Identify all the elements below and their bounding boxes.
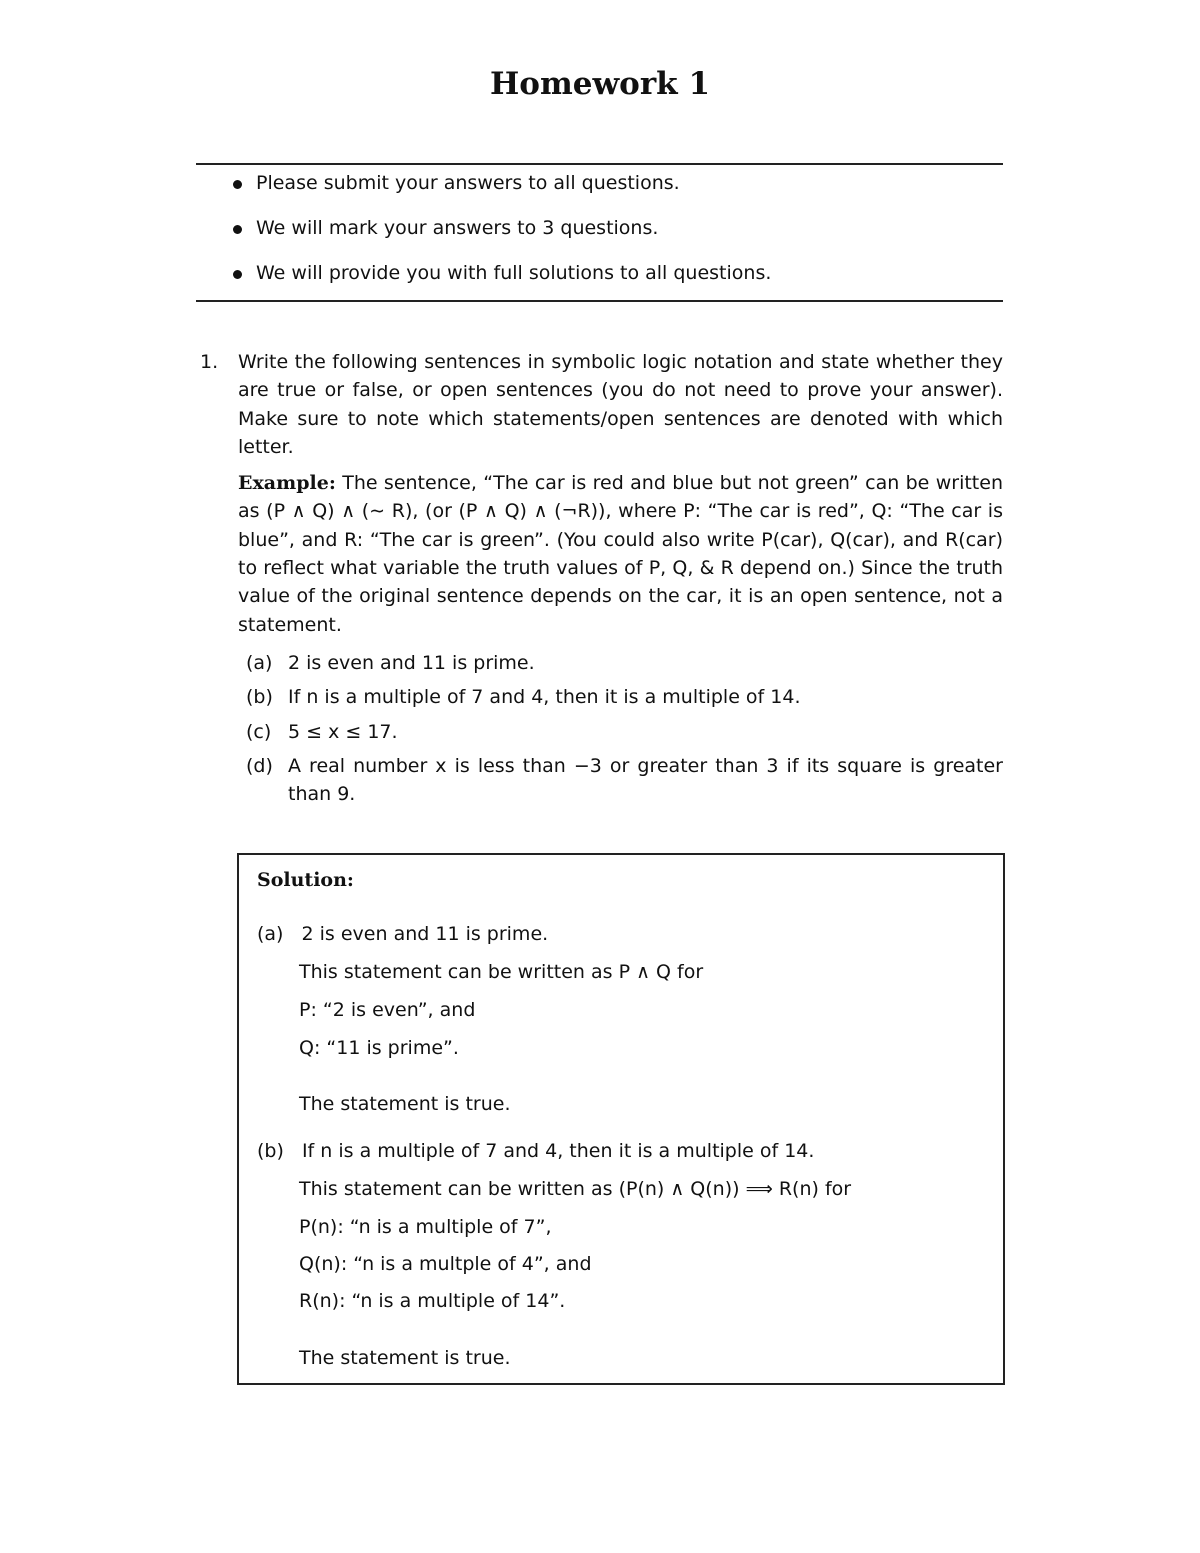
part-label: (b) xyxy=(246,686,273,709)
solution-form: This statement can be written as (P(n) ∧ Q(n)) ⟹ R(n) for xyxy=(299,1178,852,1200)
part-label: (b) xyxy=(257,1140,284,1162)
part-text: 5 ≤ x ≤ 17. xyxy=(288,720,398,743)
bullet-icon xyxy=(233,225,242,234)
solution-form: This statement can be written as P ∧ Q for xyxy=(299,961,704,983)
instruction-text: We will mark your answers to 3 questions. xyxy=(256,217,659,239)
instructions-list xyxy=(230,172,1000,307)
part-label: (a) xyxy=(257,923,284,945)
part-label: (c) xyxy=(246,720,272,743)
solution-heading: Solution: xyxy=(257,869,354,891)
part-label: (a) xyxy=(246,651,273,674)
bullet-icon xyxy=(233,270,242,279)
instruction-item xyxy=(230,217,1000,262)
example-paragraph xyxy=(238,469,1003,639)
part-text: 2 is even and 11 is prime. xyxy=(288,651,535,674)
bottom-divider xyxy=(196,300,1003,302)
question-intro: Write the following sentences in symbolic logic notation and state whether they are true or false, or open sentences (you do not need to prove your answer). Make sure to note which statements/open sentences are denoted with which letter. xyxy=(238,351,1003,458)
question-number: 1. xyxy=(200,351,219,373)
instruction-item xyxy=(230,172,1000,217)
solution-verdict: The statement is true. xyxy=(299,1347,511,1369)
question-parts xyxy=(238,649,1003,808)
solution-part-a xyxy=(257,923,977,945)
example-label: Example: xyxy=(238,472,336,495)
top-divider xyxy=(196,163,1003,165)
question-part xyxy=(238,649,1003,677)
solution-definition: P: “2 is even”, and xyxy=(299,999,476,1021)
bullet-icon xyxy=(233,180,242,189)
solution-definition: R(n): “n is a multiple of 14”. xyxy=(299,1290,566,1312)
question-part xyxy=(238,683,1003,711)
instruction-text: Please submit your answers to all questions. xyxy=(256,172,680,194)
part-restatement: 2 is even and 11 is prime. xyxy=(301,923,549,945)
solution-box xyxy=(237,853,1005,1385)
solution-definition: P(n): “n is a multiple of 7”, xyxy=(299,1216,552,1238)
question-1 xyxy=(200,348,1003,814)
part-restatement: If n is a multiple of 7 and 4, then it is a multiple of 14. xyxy=(301,1140,815,1162)
solution-definition: Q: “11 is prime”. xyxy=(299,1037,459,1059)
question-part xyxy=(238,752,1003,809)
solution-verdict: The statement is true. xyxy=(299,1093,511,1115)
instruction-text: We will provide you with full solutions to all questions. xyxy=(256,262,772,284)
solution-part-b xyxy=(257,1140,977,1162)
part-label: (d) xyxy=(246,754,273,777)
page-title: Homework 1 xyxy=(489,66,711,102)
example-text: The sentence, “The car is red and blue but not green” can be written as (P ∧ Q) ∧ (∼ R), (or (P ∧ Q) ∧ (¬R)), where P: “The car is red”, Q: “The car is blue”, and R: “The car is green”. (You could also write P(car), Q(car), and R(car) to reflect what variable the truth values of P, Q, & R depend on.) Since the truth value of the original sentence depends on the car, it is an open sentence, not a statement. xyxy=(238,472,1003,636)
solution-definition: Q(n): “n is a multple of 4”, and xyxy=(299,1253,592,1275)
question-part xyxy=(238,718,1003,746)
part-text: If n is a multiple of 7 and 4, then it is a multiple of 14. xyxy=(288,686,801,709)
part-text: A real number x is less than −3 or greater than 3 if its square is greater than 9. xyxy=(288,754,1003,806)
